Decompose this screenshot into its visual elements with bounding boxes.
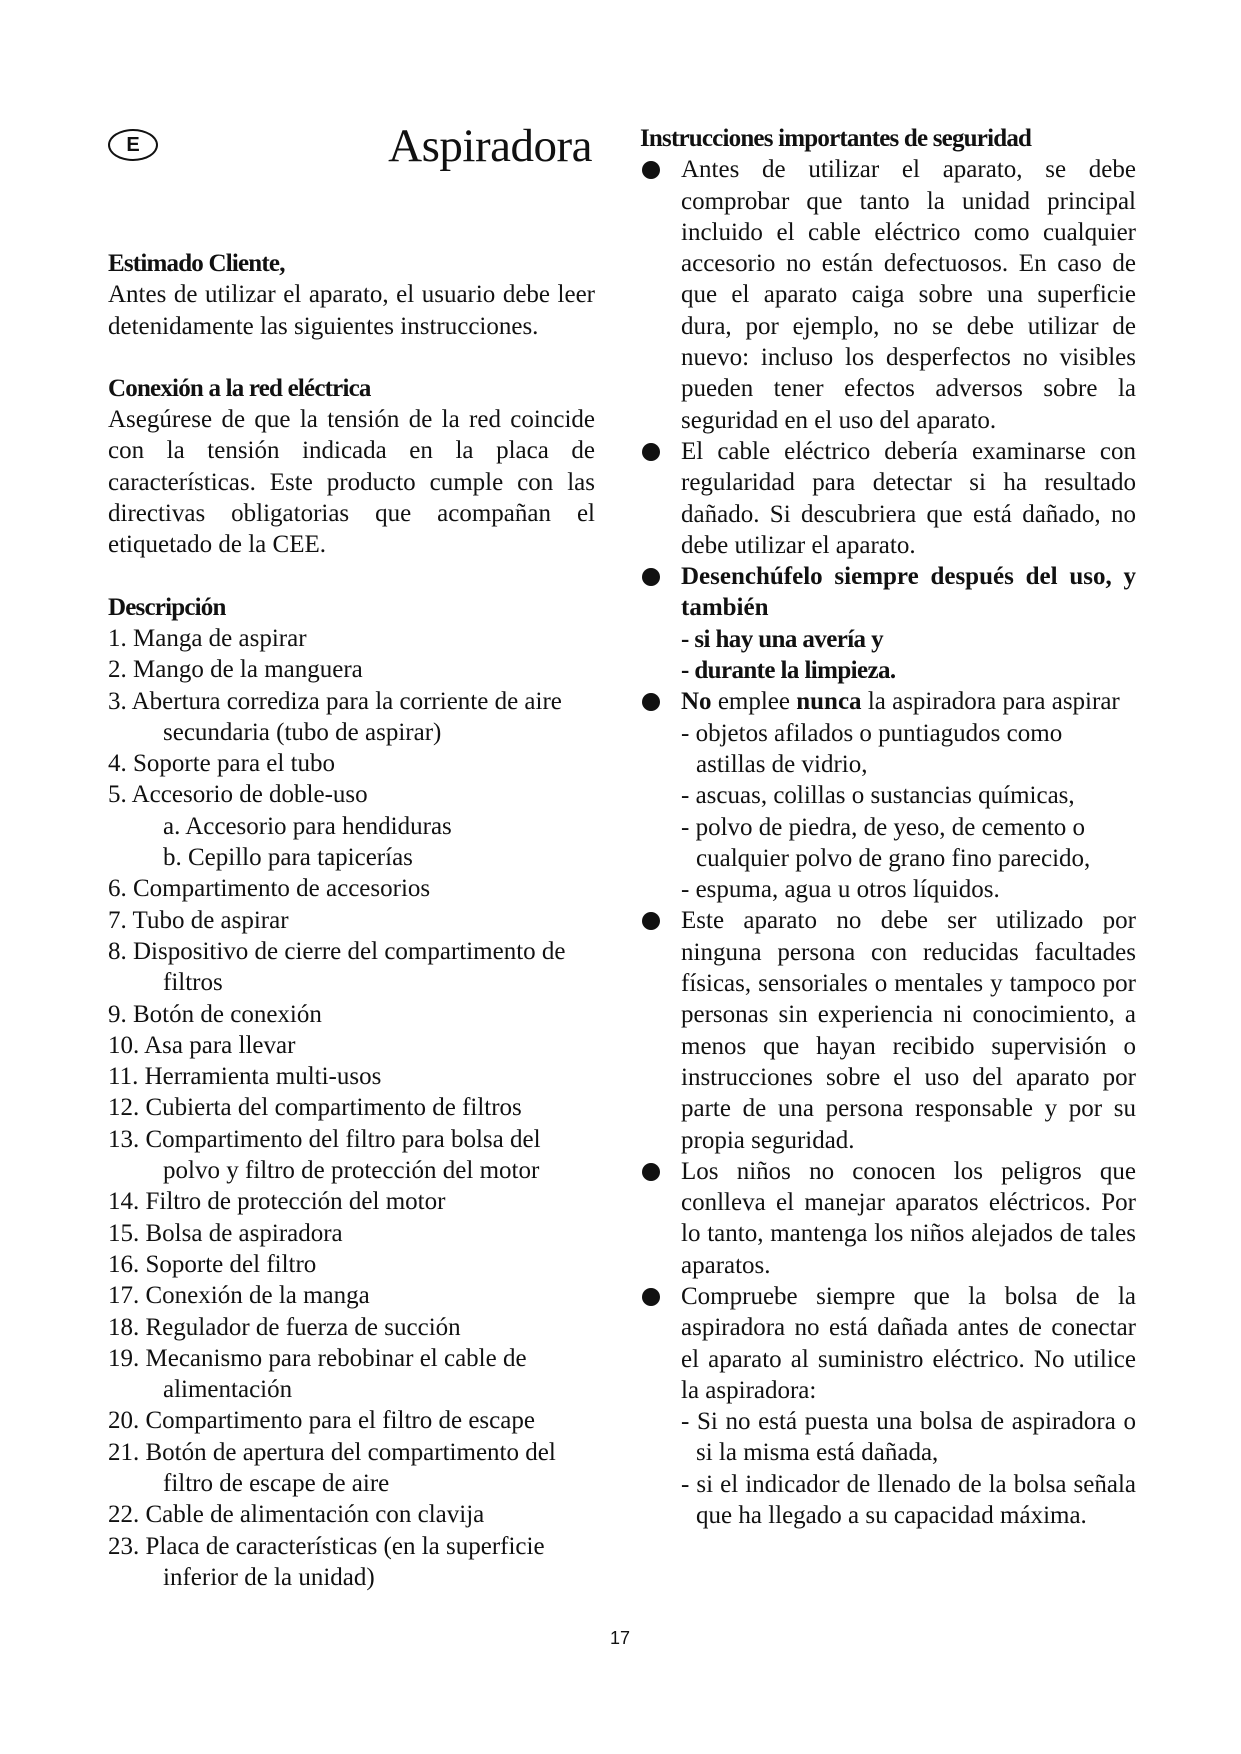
dash-item: - ascuas, colillas o sustancias químicas,	[681, 782, 1075, 810]
list-item: 10. Asa para llevar	[108, 1031, 296, 1059]
list-item: 5. Accesorio de doble-uso	[108, 781, 368, 809]
list-item: 4. Soporte para el tubo	[108, 750, 336, 778]
page-title: Aspiradora	[388, 120, 592, 172]
list-item: 1. Manga de aspirar	[108, 624, 307, 652]
dash-item: - si el indicador de llenado de la bolsa señala que ha llegado a su capacidad máxima.	[681, 1470, 1136, 1530]
dash-item: - polvo de piedra, de yeso, de cemento o cualquier polvo de grano fino parecido,	[681, 813, 1091, 872]
page-number: 17	[609, 1628, 631, 1648]
bullet-icon	[642, 693, 660, 711]
language-badge: E	[108, 129, 158, 161]
safety-bullet	[640, 686, 1136, 717]
safety-heading: Instrucciones importantes de seguridad	[640, 125, 1032, 152]
left-column	[108, 248, 595, 1593]
bullet-text: emplee	[717, 688, 790, 716]
bullet-text: Los niños no conocen los peligros que conlleva el manejar aparatos eléctricos. Por lo tanto, mantenga los niños alejados de tales aparatos.	[681, 1157, 1136, 1279]
safety-bullet	[640, 436, 1136, 561]
list-item: 19. Mecanismo para rebobinar el cable de alimentación	[108, 1344, 527, 1404]
intro-paragraph: Antes de utilizar el aparato, el usuario debe leer detenidamente las siguientes instrucciones.	[108, 281, 595, 340]
bullet-icon	[642, 1288, 660, 1306]
greeting: Estimado Cliente,	[108, 250, 285, 277]
bullet-icon	[642, 161, 660, 179]
list-item: 18. Regulador de fuerza de succión	[108, 1313, 461, 1341]
list-item: 16. Soporte del filtro	[108, 1250, 317, 1278]
bullet-text: Desenchúfelo siempre después del uso, y también	[681, 563, 1136, 622]
bullet-icon	[642, 443, 660, 461]
connection-paragraph: Asegúrese de que la tensión de la red coincide con la tensión indicada en la placa de características. Este producto cumple con las directivas obligatorias que acompañan el etiquetado de la CEE.	[108, 406, 595, 559]
dash-item: - objetos afilados o puntiagudos como astillas de vidrio,	[681, 719, 1063, 778]
list-item: 7. Tubo de aspirar	[108, 906, 289, 934]
list-item: 22. Cable de alimentación con clavija	[108, 1501, 485, 1529]
bullet-text: Compruebe siempre que la bolsa de la aspiradora no está dañada antes de conectar el aparato al suministro eléctrico. No utilice la aspiradora:	[681, 1282, 1136, 1404]
list-item: 8. Dispositivo de cierre del compartimento de filtros	[108, 937, 566, 997]
bullet-icon	[642, 568, 660, 586]
list-subitem: a. Accesorio para hendiduras	[163, 812, 452, 840]
list-item: 13. Compartimento del filtro para bolsa del polvo y filtro de protección del motor	[108, 1125, 541, 1185]
bullet-text: Antes de utilizar el aparato, se debe comprobar que tanto la unidad principal incluido el cable eléctrico como cualquier accesorio no están defectuosos. En caso de que el aparato caiga sobre una superficie dura, por ejemplo, no se debe utilizar de nuevo: incluso los desperfectos no visibles pueden tener efectos adversos sobre la seguridad en el uso del aparato.	[681, 156, 1136, 434]
list-item: 11. Herramienta multi-usos	[108, 1063, 382, 1091]
list-item: 2. Mango de la manguera	[108, 656, 363, 684]
safety-bullet	[640, 154, 1136, 436]
bullet-icon	[642, 1163, 660, 1181]
description-heading: Descripción	[108, 593, 226, 621]
list-item: 3. Abertura corrediza para la corriente de aire secundaria (tubo de aspirar)	[108, 687, 562, 746]
emphasis-nunca: nunca	[796, 688, 862, 716]
list-item: 21. Botón de apertura del compartimento del filtro de escape de aire	[108, 1438, 556, 1497]
list-item: 6. Compartimento de accesorios	[108, 875, 431, 903]
list-item: 20. Compartimento para el filtro de escape	[108, 1407, 535, 1435]
description-list	[108, 623, 595, 1593]
dash-item: - si hay una avería y	[681, 625, 883, 653]
dash-item: - espuma, agua u otros líquidos.	[681, 876, 1000, 904]
dash-item: - Si no está puesta una bolsa de aspiradora o si la misma está dañada,	[681, 1408, 1136, 1467]
list-item: 14. Filtro de protección del motor	[108, 1188, 446, 1216]
list-item: 23. Placa de características (en la superficie inferior de la unidad)	[108, 1532, 545, 1591]
list-item: 17. Conexión de la manga	[108, 1282, 370, 1310]
right-column	[640, 123, 1136, 1531]
list-item: 12. Cubierta del compartimento de filtros	[108, 1094, 522, 1122]
bullet-text: Este aparato no debe ser utilizado por ninguna persona con reducidas facultades físicas, sensoriales o mentales y tampoco por personas sin experiencia ni conocimiento, a menos que hayan recibido supervisión o instrucciones sobre el uso del aparato por parte de una persona responsable y por su propia seguridad.	[681, 907, 1136, 1154]
bullet-text: El cable eléctrico debería examinarse con regularidad para detectar si ha resultado dañado. Si descubriera que está dañado, no debe utilizar el aparato.	[681, 437, 1136, 559]
list-item: 9. Botón de conexión	[108, 1000, 322, 1028]
connection-heading: Conexión a la red eléctrica	[108, 374, 371, 402]
safety-bullet	[640, 1281, 1136, 1406]
emphasis-no: No	[681, 688, 712, 716]
list-item: 15. Bolsa de aspiradora	[108, 1219, 343, 1247]
safety-bullet	[640, 905, 1136, 1155]
safety-bullet	[640, 561, 1136, 624]
bullet-text: la aspiradora para aspirar	[867, 688, 1120, 716]
bullet-icon	[642, 912, 660, 930]
list-subitem: b. Cepillo para tapicerías	[163, 844, 413, 872]
safety-bullet	[640, 1156, 1136, 1281]
dash-item: - durante la limpieza.	[681, 657, 896, 685]
